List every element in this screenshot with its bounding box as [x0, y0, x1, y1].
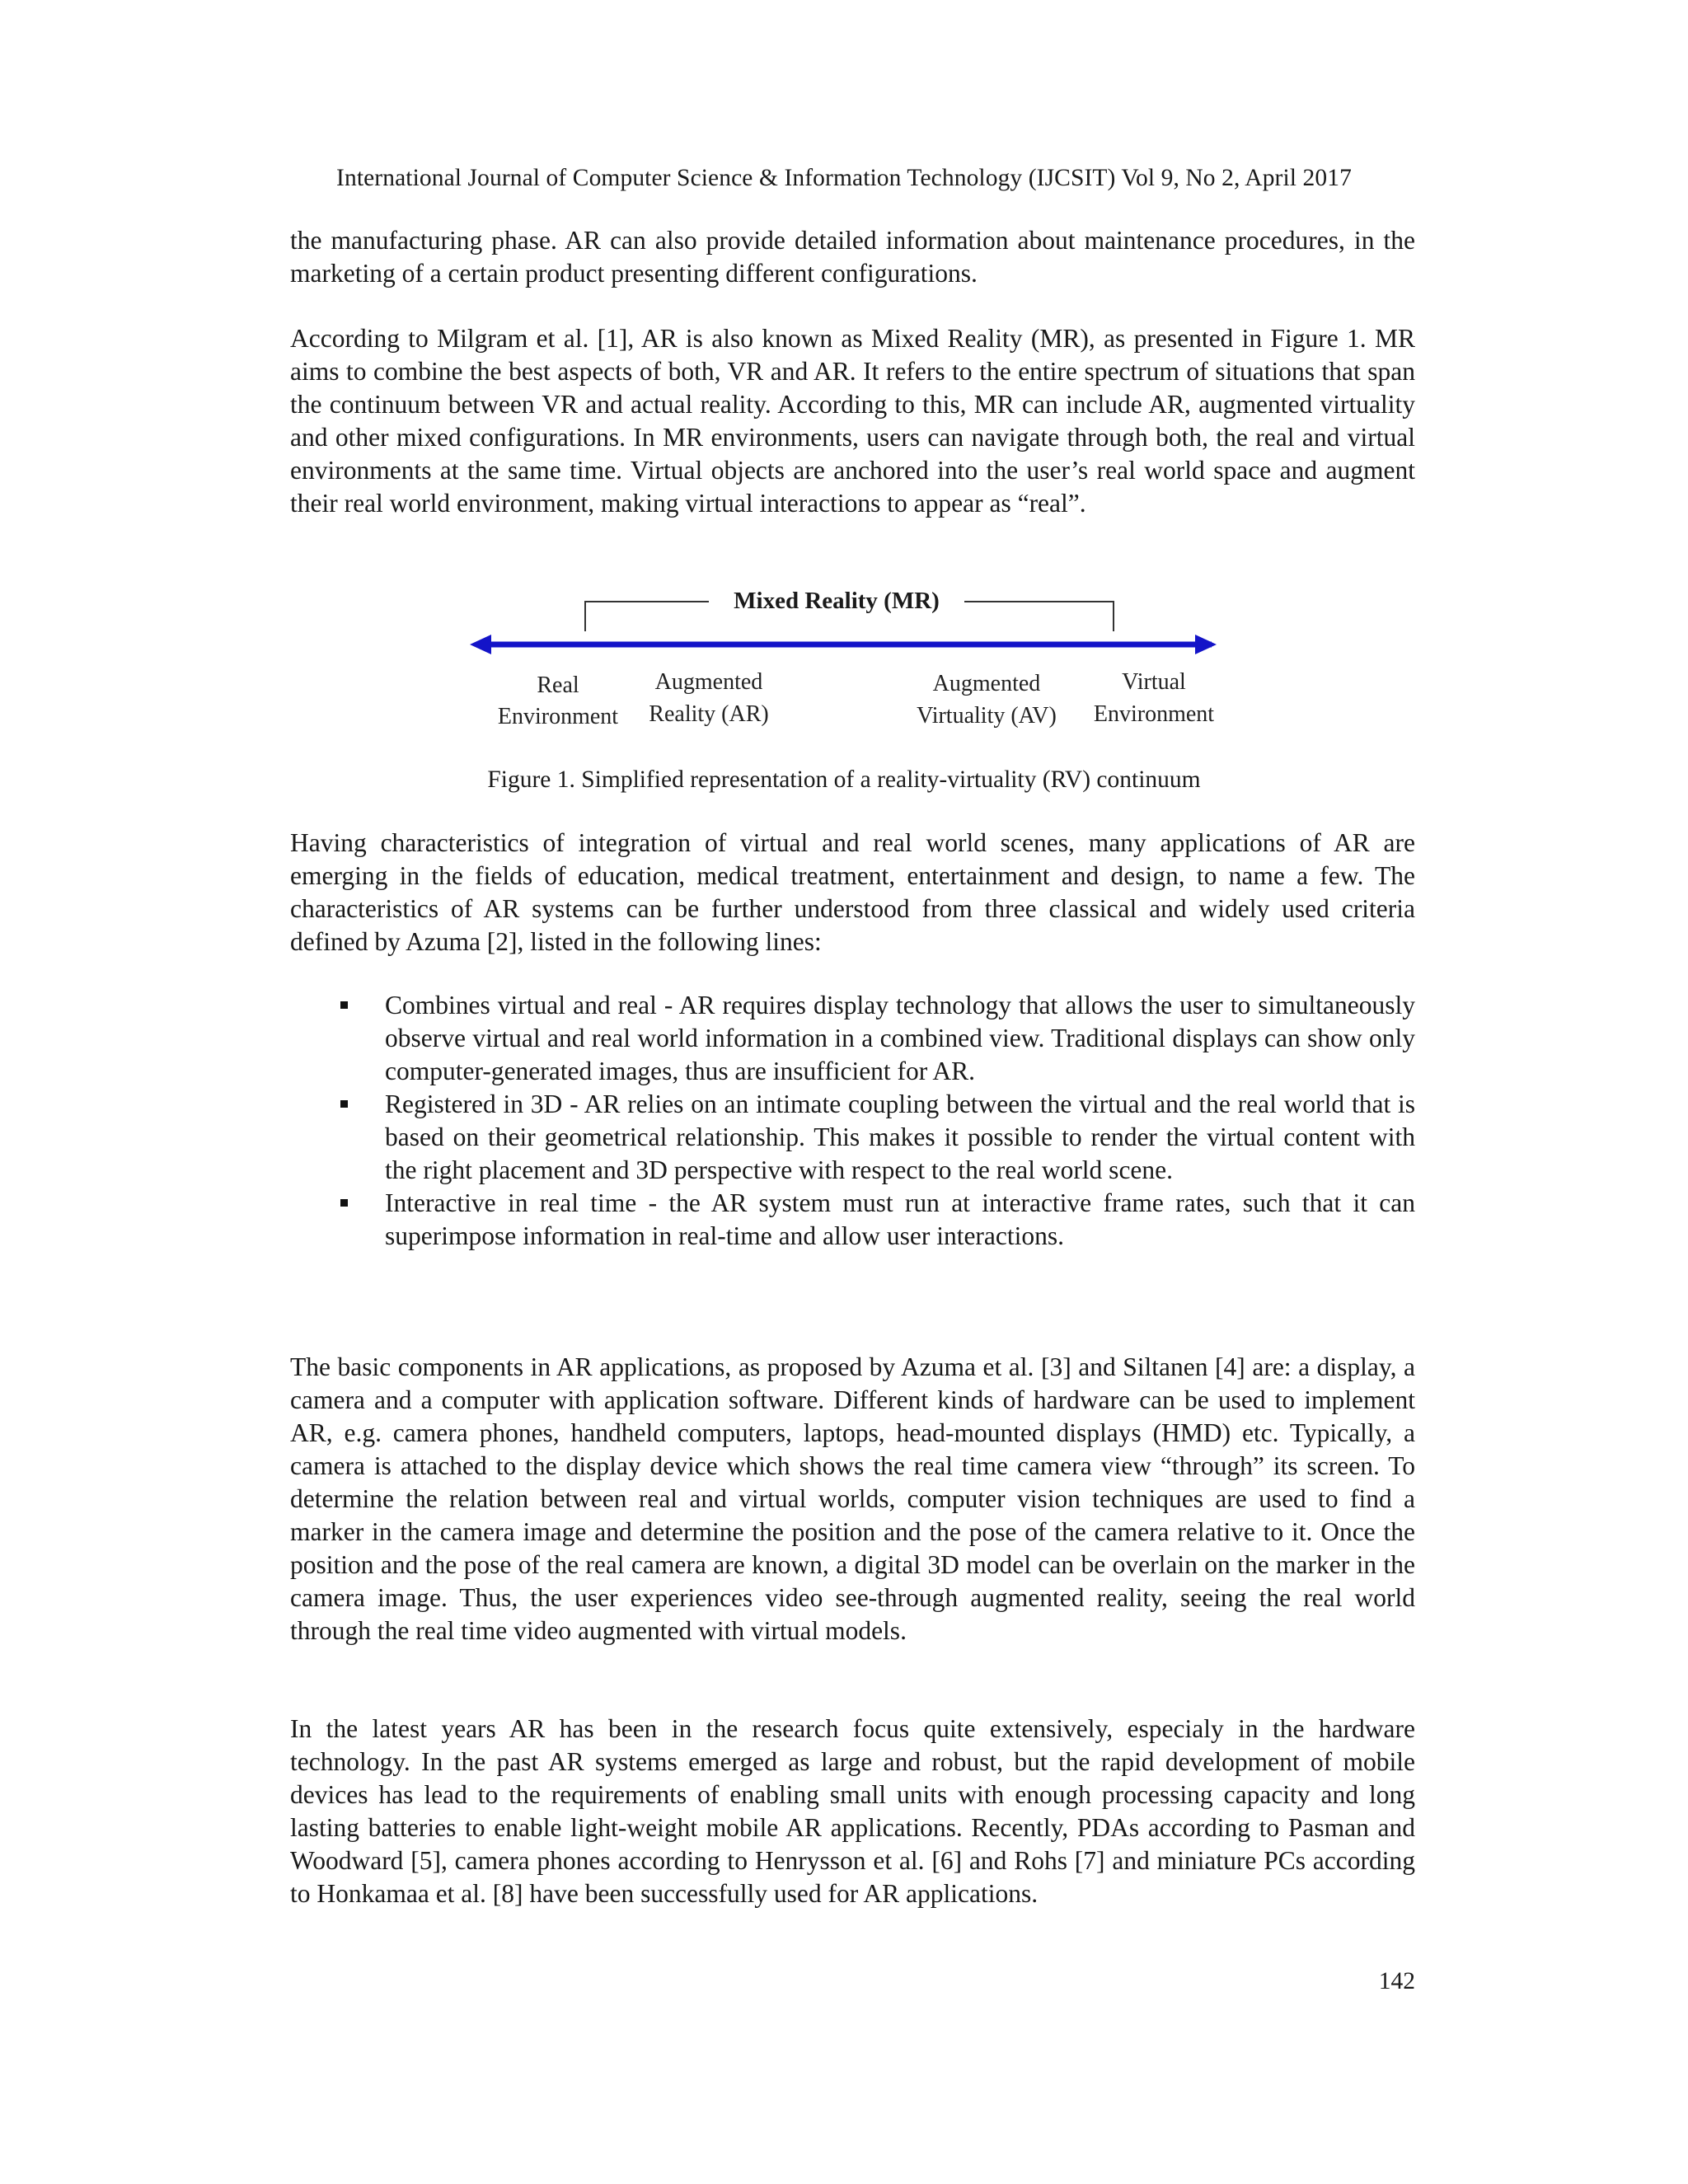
- square-bullet-icon: [340, 1001, 348, 1009]
- label-virtual-environment-line1: Virtual: [1122, 669, 1186, 695]
- label-augmented-virtuality-line2: Virtuality (AV): [917, 703, 1057, 729]
- list-item-text: Interactive in real time - the AR system must run at interactive frame rates, such that it can superimpose information in real-time and allow user interactions.: [385, 1188, 1415, 1250]
- figure-rv-continuum: [462, 577, 1236, 750]
- mr-bracket-left: [585, 602, 709, 631]
- label-real-environment-line1: Real: [537, 673, 579, 698]
- paragraph-3: Having characteristics of integration of virtual and real world scenes, many applications of AR are emerging in the fields of education, medical treatment, entertainment and design, to name a few. The characteristics of AR systems can be further understood from three classical and widely used criteria defined by Azuma [2], listed in the following lines:: [290, 828, 1415, 956]
- list-item-text: Combines virtual and real - AR requires display technology that allows the user to simultaneously observe virtual and real world information in a combined view. Traditional displays can show only computer-generated images, thus are insufficient for AR.: [385, 991, 1415, 1085]
- figure-caption: Figure 1. Simplified representation of a reality-virtuality (RV) continuum: [487, 766, 1201, 793]
- mr-bracket-right: [964, 602, 1114, 631]
- label-augmented-virtuality-line1: Augmented: [932, 671, 1041, 696]
- list-item-text: Registered in 3D - AR relies on an intimate coupling between the virtual and the real world that is based on their geometrical relationship. This makes it possible to render the virtual content with the right placement and 3D perspective with respect to the real world scene.: [385, 1090, 1415, 1184]
- continuum-arrow: [470, 635, 1217, 654]
- label-augmented-reality-line1: Augmented: [654, 669, 763, 695]
- list-item: [290, 1187, 1415, 1253]
- page-number: 142: [1378, 1968, 1415, 1994]
- paragraph-2: According to Milgram et al. [1], AR is also known as Mixed Reality (MR), as presented in Figure 1. MR aims to combine the best aspects of both, VR and AR. It refers to the entire spectrum of situations that span the continuum between VR and actual reality. According to this, MR can include AR, augmented virtuality and other mixed configurations. In MR environments, users can navigate through both, the real and virtual environments at the same time. Virtual objects are anchored into the user’s real world space and augment their real world environment, making virtual interactions to appear as “real”.: [290, 324, 1415, 518]
- paragraph-5: In the latest years AR has been in the research focus quite extensively, especialy in the hardware technology. In the past AR systems emerged as large and robust, but the rapid development of mobile devices has lead to the requirements of enabling small units with enough processing capacity and long lasting batteries to enable light-weight mobile AR applications. Recently, PDAs according to Pasman and Woodward [5], camera phones according to Henrysson et al. [6] and Rohs [7] and miniature PCs according to Honkamaa et al. [8] have been successfully used for AR applications.: [290, 1714, 1415, 1908]
- journal-header: International Journal of Computer Science & Information Technology (IJCSIT) Vol 9, No 2, April 2017: [336, 165, 1352, 191]
- paragraph-4: The basic components in AR applications, as proposed by Azuma et al. [3] and Siltanen [4] are: a display, a camera and a computer with application software. Different kinds of hardware can be used to implement AR, e.g. camera phones, handheld computers, laptops, head-mounted displays (HMD) etc. Typically, a camera is attached to the display device which shows the real time camera view “through” its screen. To determine the relation between real and virtual worlds, computer vision techniques are used to find a marker in the camera image and determine the position and the pose of the camera relative to it. Once the position and the pose of the real camera are known, a digital 3D model can be overlain on the marker in the camera image. Thus, the user experiences video see-through augmented reality, seeing the real world through the real time video augmented with virtual models.: [290, 1352, 1415, 1645]
- list-item: [290, 1088, 1415, 1187]
- label-virtual-environment-line2: Environment: [1093, 701, 1215, 727]
- arrow-head-right: [1195, 635, 1217, 654]
- mr-label: Mixed Reality (MR): [734, 588, 940, 614]
- list-item: [290, 989, 1415, 1088]
- paragraph-1: the manufacturing phase. AR can also provide detailed information about maintenance procedures, in the marketing of a certain product presenting different configurations.: [290, 226, 1415, 288]
- square-bullet-icon: [340, 1100, 348, 1108]
- rv-continuum-diagram: [462, 577, 1236, 750]
- arrow-head-left: [470, 635, 491, 654]
- label-real-environment-line2: Environment: [497, 704, 619, 729]
- criteria-list: [290, 989, 1415, 1253]
- label-augmented-reality-line2: Reality (AR): [649, 701, 769, 727]
- square-bullet-icon: [340, 1199, 348, 1207]
